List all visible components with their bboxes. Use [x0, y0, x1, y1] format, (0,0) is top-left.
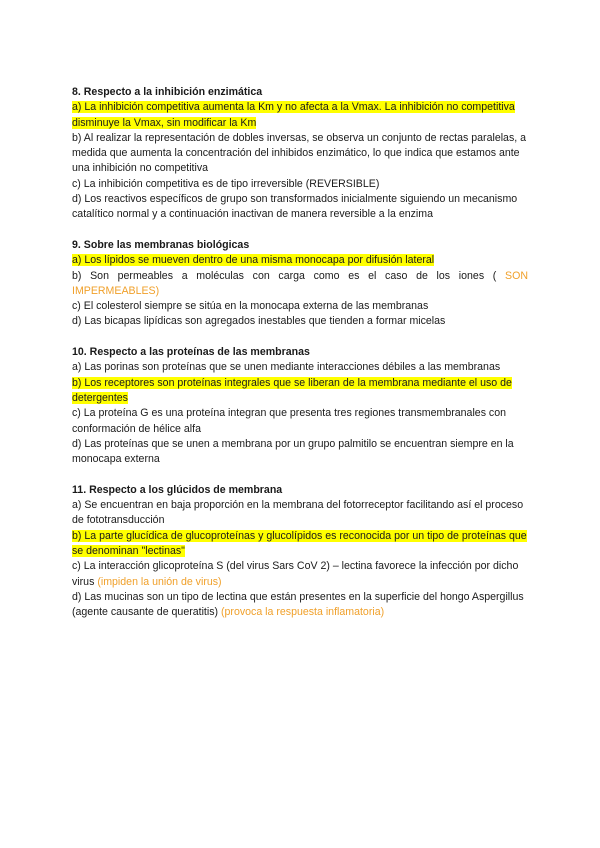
option-text: b) Son permeables a moléculas con carga como es el caso de los iones (: [72, 269, 497, 282]
option-b: [72, 131, 528, 177]
option-b: [72, 376, 528, 407]
option-c: [72, 406, 528, 437]
option-note: (impiden la unión de virus): [97, 575, 222, 588]
option-text: a) Las porinas son proteínas que se unen mediante interacciones débiles a las membranas: [72, 361, 501, 374]
option-b: [72, 269, 528, 300]
option-a: [72, 360, 528, 375]
question-11: [72, 483, 528, 621]
option-text: c) El colesterol siempre se sitúa en la monocapa externa de las membranas: [72, 300, 429, 313]
question-title: 11. Respecto a los glúcidos de membrana: [72, 483, 283, 496]
question-title: 8. Respecto a la inhibición enzimática: [72, 86, 263, 98]
question-9: [72, 238, 528, 330]
questions-container: [72, 85, 528, 636]
option-text: d) Las proteínas que se unen a membrana por un grupo palmitilo se encuentran siempre en la monocapa externa: [72, 437, 514, 466]
option-text: a) Los lípidos se mueven dentro de una misma monocapa por difusión lateral: [72, 254, 435, 267]
option-d: [72, 314, 528, 329]
option-a: [72, 253, 528, 268]
option-c: [72, 299, 528, 314]
option-d: [72, 590, 528, 621]
option-text: b) La parte glucídica de glucoproteínas y glucolípidos es reconocida por un tipo de proteínas que se denominan "lectinas": [72, 529, 527, 557]
option-c: [72, 559, 528, 590]
option-a: [72, 498, 528, 529]
question-title: 9. Sobre las membranas biológicas: [72, 238, 250, 251]
option-note: (provoca la respuesta inflamatoria): [221, 606, 385, 619]
option-text: d) Los reactivos específicos de grupo son transformados inicialmente siguiendo un mecanismo catalítico normal y a continuación inactivan de manera reversible a la enzima: [72, 193, 518, 221]
option-a: [72, 100, 528, 131]
question-8: [72, 85, 528, 223]
option-text: c) La interacción glicoproteína S (del virus Sars CoV 2) – lectina favorece la infección por dicho virus: [72, 560, 519, 588]
option-d: [72, 437, 528, 468]
option-text: d) Las mucinas son un tipo de lectina que están presentes en la superficie del hongo Aspergillus (agente causante de queratitis): [72, 590, 524, 619]
question-10: [72, 345, 528, 467]
question-title: 10. Respecto a las proteínas de las membranas: [72, 346, 310, 359]
option-text: d) Las bicapas lipídicas son agregados inestables que tienden a formar micelas: [72, 315, 446, 328]
option-text: b) Al realizar la representación de dobles inversas, se observa un conjunto de rectas paralelas, a medida que aumenta la concentración del inhibidos enzimático, lo que indica que estamos ante una inhibición no competitiva: [72, 131, 527, 175]
option-text: c) La inhibición competitiva es de tipo irreversible (REVERSIBLE): [72, 177, 380, 190]
option-text: c) La proteína G es una proteína integran que presenta tres regiones transmembranales con conformación de hélice alfa: [72, 407, 507, 435]
option-text: b) Los receptores son proteínas integrales que se liberan de la membrana mediante el uso de detergentes: [72, 376, 512, 404]
option-c: [72, 177, 528, 192]
option-text: a) La inhibición competitiva aumenta la Km y no afecta a la Vmax. La inhibición no competitiva disminuye la Vmax, sin modificar la Km: [72, 101, 515, 129]
option-d: [72, 192, 528, 223]
option-b: [72, 529, 528, 560]
option-text: a) Se encuentran en baja proporción en la membrana del fotorreceptor facilitando así el proceso de fototransducción: [72, 499, 524, 527]
option-note: SON IMPERMEABLES): [72, 269, 529, 297]
